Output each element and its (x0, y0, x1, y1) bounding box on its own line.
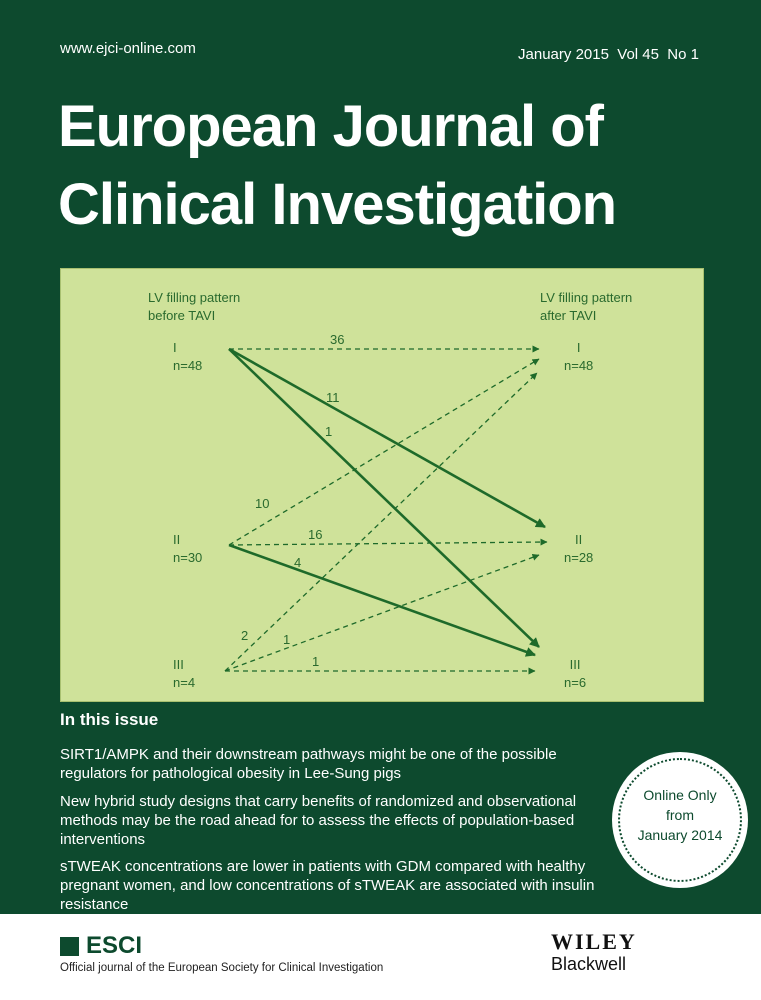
node-label: III (569, 657, 581, 672)
before-heading-line-1: LV filling pattern (148, 290, 241, 305)
flow-II-to-II (229, 542, 547, 545)
flow-count-III-III: 1 (312, 654, 320, 669)
badge-text (612, 785, 748, 845)
badge-line-1: Online Only (643, 787, 717, 803)
esci-subtitle: Official journal of the European Society for Clinical Investigation (60, 962, 384, 974)
publisher-logo (551, 931, 637, 975)
node-count: n=48 (173, 358, 203, 373)
flow-count-III-II: 1 (283, 632, 291, 647)
before-heading (148, 289, 240, 325)
flow-arrows (61, 269, 703, 701)
after-heading (540, 289, 632, 325)
flow-III-to-I (225, 373, 537, 671)
online-only-badge (612, 752, 748, 888)
flow-count-I-II: 11 (326, 390, 340, 405)
journal-title (58, 88, 738, 244)
before-node-III (173, 656, 195, 692)
publisher-logo-line-1: WILEY (551, 929, 637, 954)
badge-line-3: January 2014 (637, 827, 723, 843)
after-heading-line-1: LV filling pattern (540, 290, 633, 305)
flow-II-to-I (229, 359, 539, 545)
after-node-II (564, 531, 593, 567)
node-label: II (173, 532, 181, 547)
issue-info: January 2015 Vol 45 No 1 (518, 46, 699, 63)
after-heading-line-2: after TAVI (540, 308, 597, 323)
flow-count-III-I: 2 (241, 628, 249, 643)
before-node-II (173, 531, 202, 567)
flow-count-II-III: 4 (294, 555, 302, 570)
node-count: n=6 (564, 675, 587, 690)
before-heading-line-2: before TAVI (148, 308, 216, 323)
node-count: n=48 (564, 358, 594, 373)
flow-count-II-II: 16 (308, 527, 323, 542)
after-node-III (564, 656, 586, 692)
node-label: III (173, 657, 184, 672)
esci-logo-square-icon (60, 937, 79, 956)
flow-count-I-I: 36 (330, 332, 345, 347)
lv-filling-diagram (60, 268, 704, 702)
node-count: n=30 (173, 550, 203, 565)
badge-line-2: from (666, 807, 694, 823)
esci-logo-text: ESCI (86, 932, 143, 959)
node-label: I (576, 340, 581, 355)
flow-count-II-I: 10 (255, 496, 270, 511)
issue-item[interactable]: SIRT1/AMPK and their downstream pathways might be one of the possible regulators for pathological obesity in Lee-Sung pigs (60, 746, 557, 782)
issue-item[interactable]: New hybrid study designs that carry benefits of randomized and observational methods may be the road ahead for to assess the effects of population-based interventions (60, 793, 577, 848)
node-count: n=4 (173, 675, 196, 690)
node-label: II (575, 532, 583, 547)
journal-title-line-2: Clinical Investigation (58, 172, 617, 237)
node-label: I (173, 340, 177, 355)
journal-title-line-1: European Journal of (58, 94, 603, 159)
flow-III-to-II (225, 555, 539, 671)
issue-item[interactable]: sTWEAK concentrations are lower in patients with GDM compared with healthy pregnant women, and low concentrations of sTWEAK are associated with insulin resistance (60, 858, 595, 913)
flow-count-I-III: 1 (325, 424, 333, 439)
after-node-I (564, 339, 593, 375)
node-count: n=28 (564, 550, 594, 565)
journal-url[interactable]: www.ejci-online.com (60, 40, 196, 57)
in-this-issue-heading: In this issue (60, 710, 159, 729)
before-node-I (173, 339, 202, 375)
publisher-logo-line-2: Blackwell (551, 954, 627, 974)
